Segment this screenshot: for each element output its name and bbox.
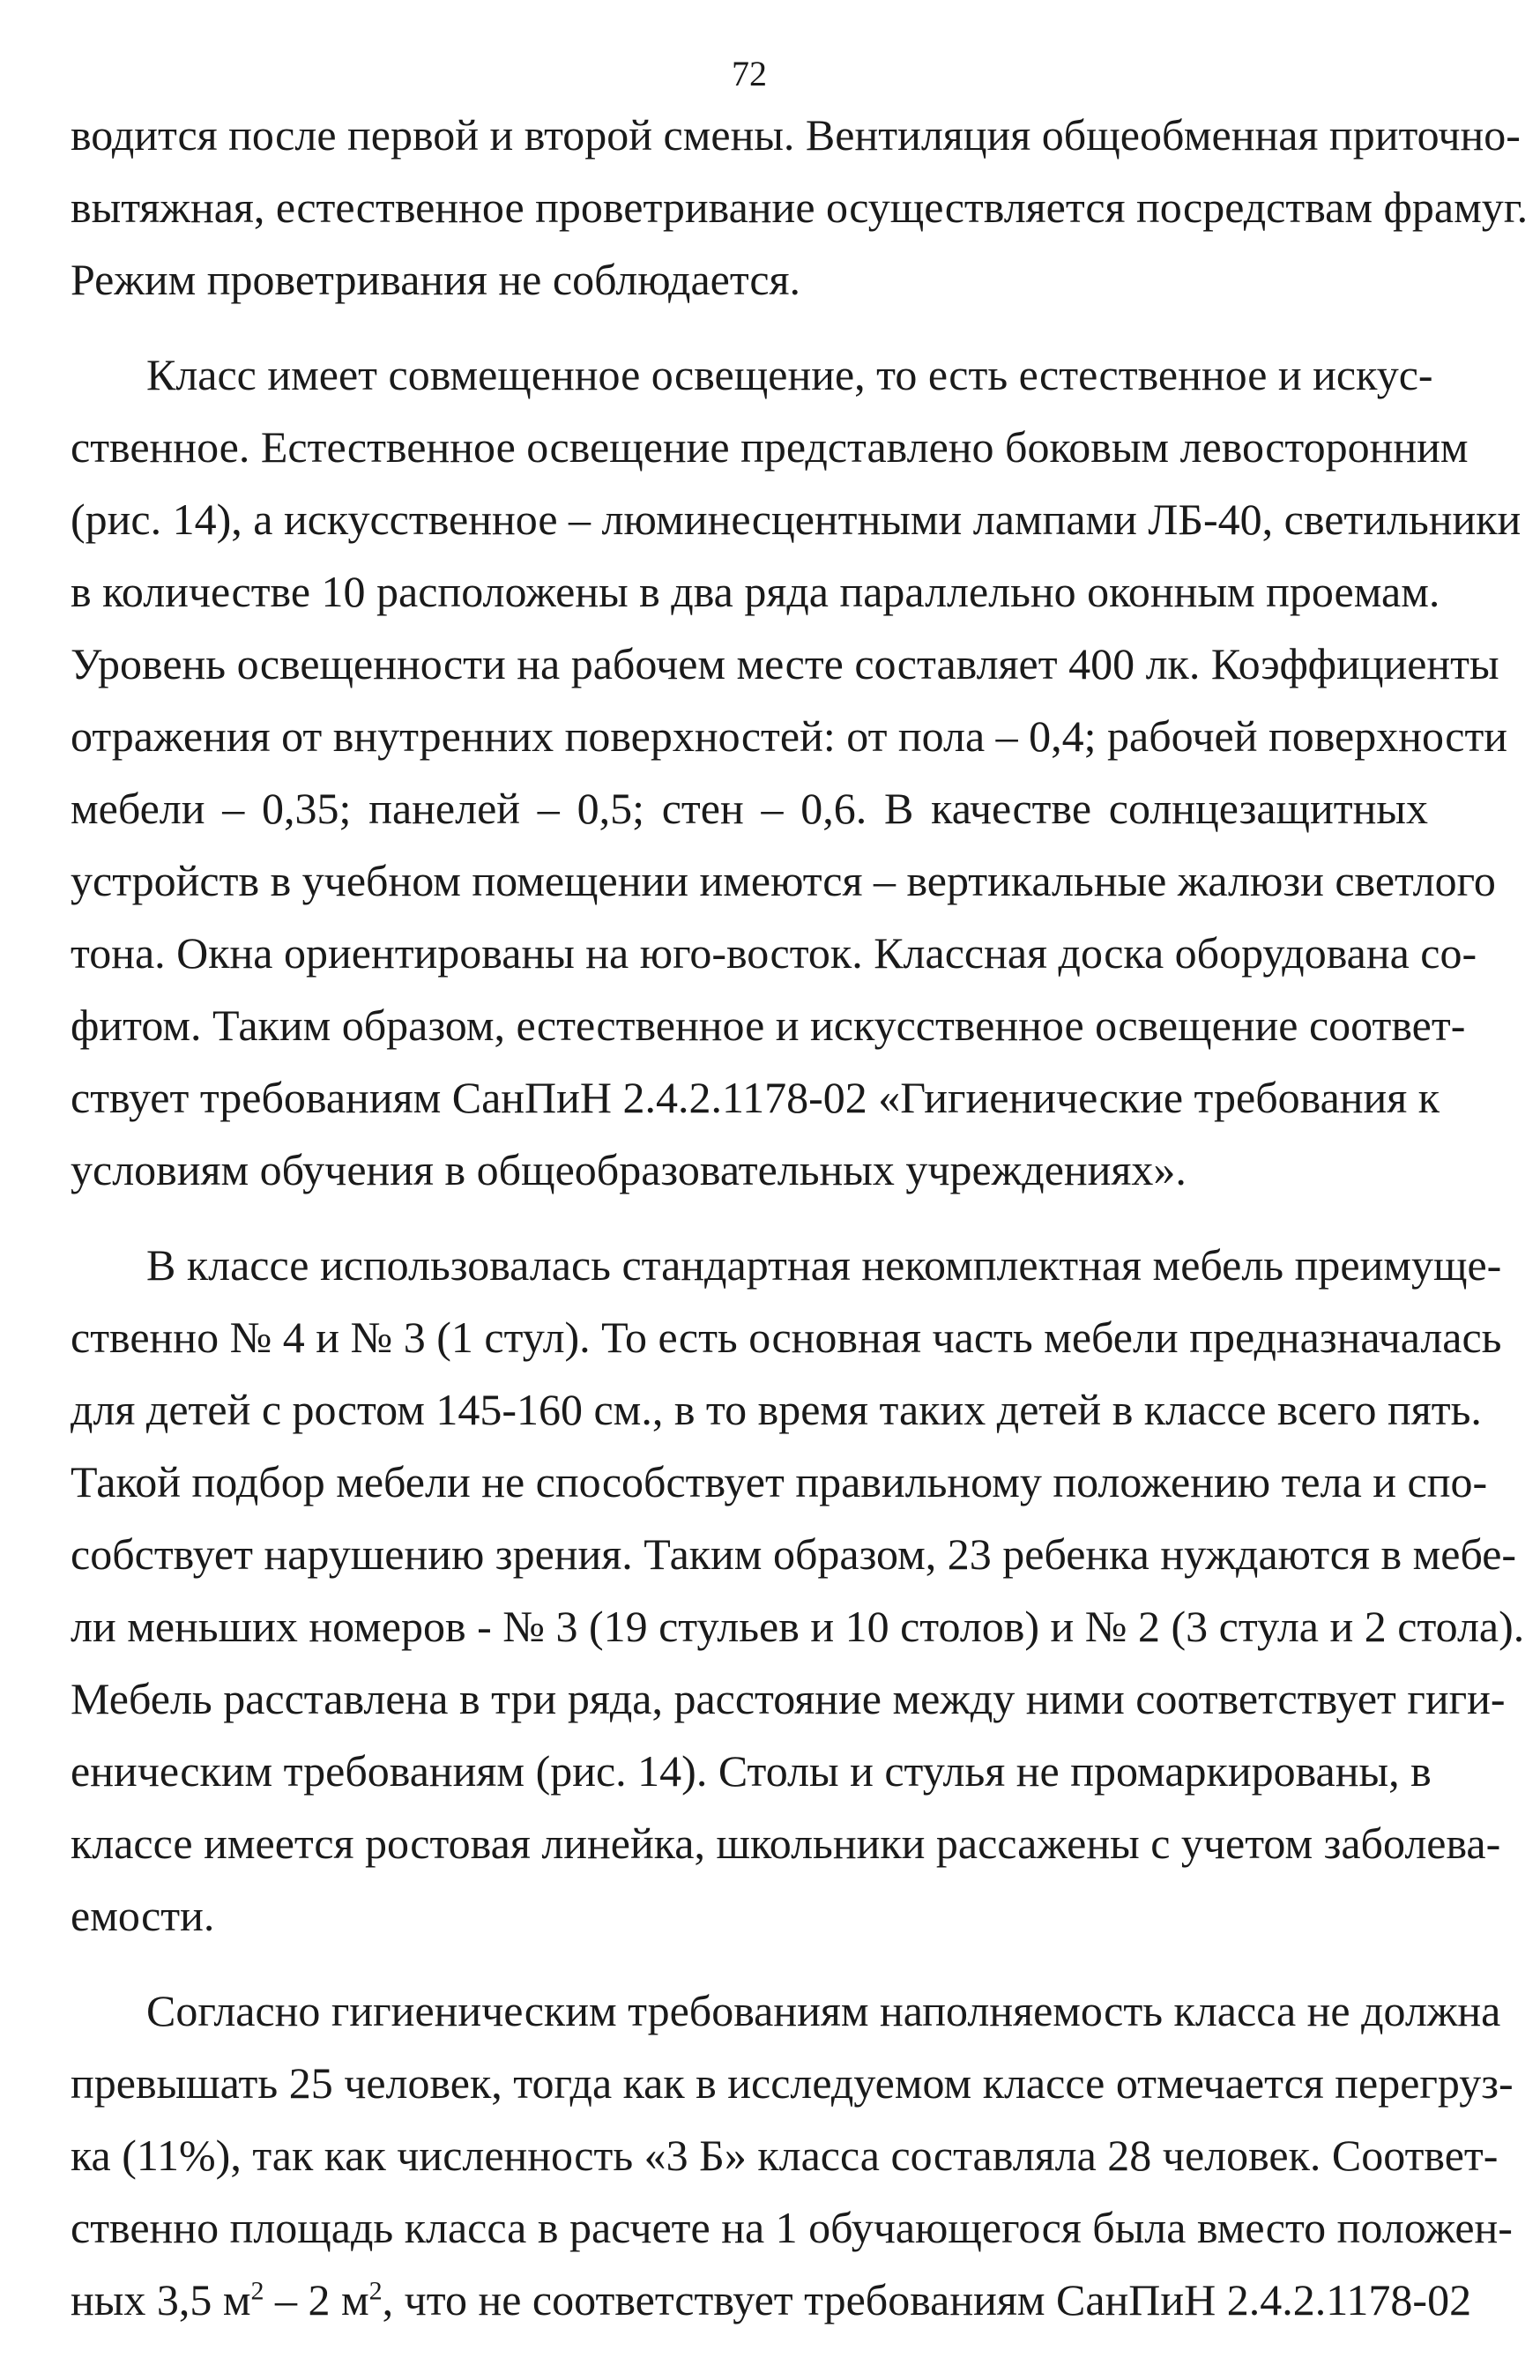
text-line: Такой подбор мебели не способствует правильному положению тела и спо- bbox=[71, 1457, 1488, 1506]
paragraph-lighting bbox=[71, 338, 1521, 1206]
text-line: емости. bbox=[71, 1891, 215, 1940]
text-line: в количестве 10 расположены в два ряда параллельно оконным проемам. bbox=[71, 567, 1440, 616]
text-line: Режим проветривания не соблюдается. bbox=[71, 255, 801, 304]
text-line: ли меньших номеров - № 3 (19 стульев и 10 столов) и № 2 (3 стула и 2 стола). bbox=[71, 1602, 1525, 1651]
text-line: мебели – 0,35; панелей – 0,5; стен – 0,6. В качестве солнцезащитных bbox=[71, 784, 1428, 833]
text-line: ка (11%), так как численность «3 Б» класса составляла 28 человек. Соответ- bbox=[71, 2131, 1499, 2180]
text-line: Согласно гигиеническим требованиям наполняемость класса не должна bbox=[146, 1986, 1501, 2035]
text-line-area bbox=[71, 2264, 1472, 2336]
text-line: (рис. 14), а искусственное – люминесцентными лампами ЛБ-40, светильники bbox=[71, 495, 1521, 544]
paragraph-class-occupancy bbox=[71, 1975, 1514, 2336]
text-line: ственно площадь класса в расчете на 1 обучающегося была вместо положен- bbox=[71, 2203, 1513, 2252]
text-line: устройств в учебном помещении имеются – вертикальные жалюзи светлого bbox=[71, 856, 1496, 905]
text-line: собствует нарушению зрения. Таким образом, 23 ребенка нуждаются в мебе- bbox=[71, 1529, 1517, 1579]
superscript: 2 bbox=[368, 2276, 383, 2306]
paragraph-furniture bbox=[71, 1229, 1525, 1952]
area-text-part: – 2 м bbox=[264, 2275, 369, 2324]
text-line: Уровень освещенности на рабочем месте составляет 400 лк. Коэффициенты bbox=[71, 639, 1499, 688]
text-line: превышать 25 человек, тогда как в исследуемом классе отмечается перегруз- bbox=[71, 2058, 1514, 2108]
text-line: отражения от внутренних поверхностей: от пола – 0,4; рабочей поверхности bbox=[71, 711, 1508, 761]
paragraph-ventilation bbox=[71, 99, 1529, 316]
page-number: 72 bbox=[732, 54, 767, 93]
text-line: фитом. Таким образом, естественное и искусственное освещение соответ- bbox=[71, 1000, 1466, 1050]
area-text-part: , что не соответствует требованиям СанПиН 2.4.2.1178-02 bbox=[382, 2275, 1472, 2324]
text-line: водится после первой и второй смены. Вентиляция общеобменная приточно- bbox=[71, 110, 1521, 160]
area-text-part: ных 3,5 м bbox=[71, 2275, 251, 2324]
superscript: 2 bbox=[250, 2276, 264, 2306]
text-line: Класс имеет совмещенное освещение, то есть естественное и искус- bbox=[146, 350, 1433, 399]
text-line: В классе использовалась стандартная некомплектная мебель преимуще- bbox=[146, 1240, 1502, 1290]
text-line: вытяжная, естественное проветривание осуществляется посредствам фрамуг. bbox=[71, 182, 1529, 232]
text-line: ствует требованиям СанПиН 2.4.2.1178-02 «Гигиенические требования к bbox=[71, 1073, 1440, 1122]
text-line: тона. Окна ориентированы на юго-восток. Классная доска оборудована со- bbox=[71, 928, 1477, 978]
text-line: еническим требованиям (рис. 14). Столы и стулья не промаркированы, в bbox=[71, 1746, 1432, 1796]
text-line: для детей с ростом 145-160 см., в то время таких детей в классе всего пять. bbox=[71, 1385, 1482, 1434]
document-page bbox=[71, 53, 1529, 2359]
text-line: ственно № 4 и № 3 (1 стул). То есть основная часть мебели предназначалась bbox=[71, 1313, 1502, 1362]
text-line: условиям обучения в общеобразовательных учреждениях». bbox=[71, 1145, 1187, 1194]
text-line: классе имеется ростовая линейка, школьники рассажены с учетом заболева- bbox=[71, 1818, 1501, 1868]
text-line: ственное. Естественное освещение представлено боковым левосторонним bbox=[71, 422, 1469, 472]
text-line: Мебель расставлена в три ряда, расстояние между ними соответствует гиги- bbox=[71, 1674, 1506, 1723]
